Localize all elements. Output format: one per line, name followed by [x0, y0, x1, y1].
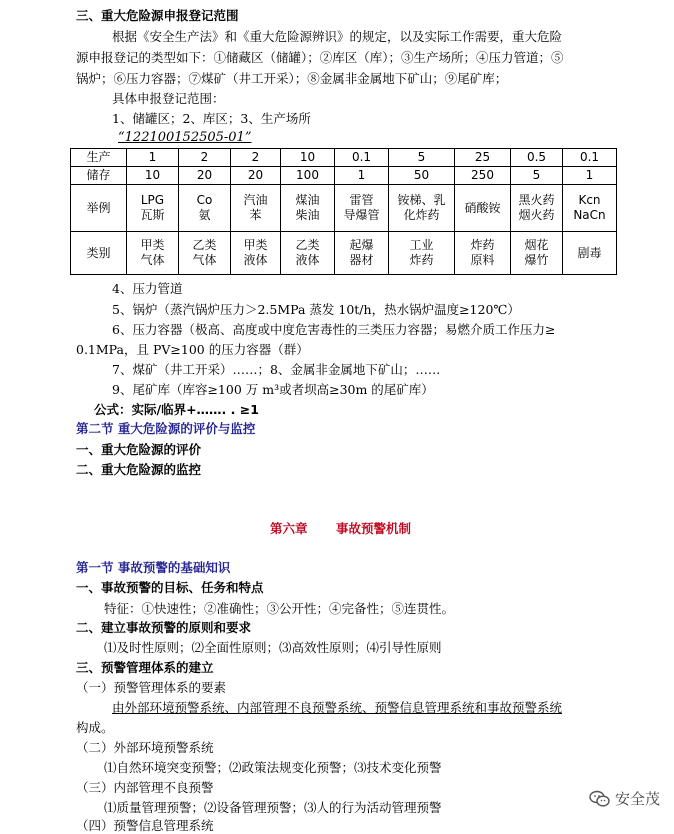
para1-line3: 锅炉；⑥压力容器；⑦煤矿（井工开采）；⑧金属非金属地下矿山；⑨尾矿库；	[76, 71, 508, 86]
heading-1-body: 特征：①快速性；②准确性；③公开性；④完备性；⑤连贯性。	[104, 601, 455, 616]
para1-line1: 根据《安全生产法》和《重大危险源辨识》的规定，以及实际工作需要，重大危险	[112, 29, 563, 44]
table-cell: 黑火药 烟火药	[511, 185, 563, 232]
item-7: 7、煤矿（井工开采）……；8、金属非金属地下矿山；……	[112, 362, 441, 377]
section1-title: 第一节 事故预警的基础知识	[76, 560, 231, 575]
subheading-1-body-line2: 构成。	[76, 720, 114, 735]
formula: 公式：实际/临界+……. . ≥1	[94, 402, 259, 417]
registration-table	[70, 148, 617, 275]
chapter-number: 第六章	[270, 521, 308, 536]
section2-title: 第二节 重大危险源的评价与监控	[76, 421, 256, 436]
table-cell: 0.1	[563, 149, 617, 167]
table-row-examples	[71, 185, 617, 232]
subheading-3-body: ⑴质量管理预警；⑵设备管理预警；⑶人的行为活动管理预警	[104, 800, 442, 815]
table-cell: 50	[389, 167, 455, 185]
table-cell: 2	[231, 149, 281, 167]
heading-1: 一、事故预警的目标、任务和特点	[76, 580, 264, 595]
table-cell: 20	[179, 167, 231, 185]
table-cell: 1	[335, 167, 389, 185]
table-cell: 剧毒	[563, 232, 617, 275]
table-cell: 举例	[71, 185, 127, 232]
table-cell: 起爆 器材	[335, 232, 389, 275]
table-cell: 20	[231, 167, 281, 185]
table-cell: 25	[455, 149, 511, 167]
table-cell: 煤油 柴油	[281, 185, 335, 232]
item-6-line2: 0.1MPa，且 PV≥100 的压力容器（群）	[76, 342, 309, 357]
chapter-title: 事故预警机制	[336, 521, 412, 536]
subheading-2-body: ⑴自然环境突变预警；⑵政策法规变化预警；⑶技术变化预警	[104, 760, 442, 775]
table-cell: 10	[127, 167, 179, 185]
table-cell: 炸药 原料	[455, 232, 511, 275]
subheading-4: （四）预警信息管理系统	[76, 818, 214, 833]
subheading-2: （二）外部环境预警系统	[76, 740, 214, 755]
table-cell: 0.1	[335, 149, 389, 167]
table-cell: 甲类 气体	[127, 232, 179, 275]
scope-label: 具体申报登记范围：	[112, 91, 225, 106]
section2-item2: 二、重大危险源的监控	[76, 462, 202, 477]
table-row-storage	[71, 167, 617, 185]
subheading-3: （三）内部管理不良预警	[76, 780, 214, 795]
wechat-icon	[589, 790, 611, 808]
subheading-1-body-line1: 由外部环境预警系统、内部管理不良预警系统、预警信息管理系统和事故预警系统	[112, 700, 563, 715]
watermark-text: 安全茂	[614, 790, 660, 808]
table-cell: 铵梯、乳 化炸药	[389, 185, 455, 232]
scope-items: 1、储罐区；2、库区；3、生产场所	[112, 111, 311, 126]
table-cell: 5	[389, 149, 455, 167]
heading-2: 二、建立事故预警的原则和要求	[76, 620, 252, 635]
item-6-line1: 6、压力容器（极高、高度或中度危害毒性的三类压力容器；易燃介质工作压力≥	[112, 322, 556, 337]
table-cell: 250	[455, 167, 511, 185]
table-cell: Kcn NaCn	[563, 185, 617, 232]
section3-title: 三、重大危险源申报登记范围	[76, 8, 239, 23]
item-4: 4、压力管道	[112, 281, 183, 296]
section2-item1: 一、重大危险源的评价	[76, 442, 202, 457]
para1-line2: 源申报登记的类型如下：①储藏区（储罐）；②库区（库）；③生产场所；④压力管道；⑤	[76, 50, 564, 65]
table-row-production	[71, 149, 617, 167]
table-cell: 储存	[71, 167, 127, 185]
table-cell: 0.5	[511, 149, 563, 167]
table-cell: 100	[281, 167, 335, 185]
table-cell: 烟花 爆竹	[511, 232, 563, 275]
table-cell: 工业 炸药	[389, 232, 455, 275]
table-cell: 2	[179, 149, 231, 167]
item-9: 9、尾矿库（库容≥100 万 m³或者坝高≥30m 的尾矿库）	[112, 382, 434, 397]
table-cell: 乙类 气体	[179, 232, 231, 275]
table-cell: 硝酸铵	[455, 185, 511, 232]
heading-3: 三、预警管理体系的建立	[76, 660, 214, 675]
table-cell: 1	[563, 167, 617, 185]
table-cell: 雷管 导爆管	[335, 185, 389, 232]
table-cell: LPG 瓦斯	[127, 185, 179, 232]
table-cell: 类别	[71, 232, 127, 275]
item-5: 5、锅炉（蒸汽锅炉压力＞2.5MPa 蒸发 10t/h，热水锅炉温度≥120℃）	[112, 302, 520, 317]
table-cell: 1	[127, 149, 179, 167]
table-cell: 生产	[71, 149, 127, 167]
subheading-1: （一）预警管理体系的要素	[76, 680, 227, 695]
table-cell: 甲类 液体	[231, 232, 281, 275]
code-note: “122100152505-01”	[118, 130, 252, 145]
heading-2-body: ⑴及时性原则；⑵全面性原则；⑶高效性原则；⑷引导性原则	[104, 640, 442, 655]
table-row-category	[71, 232, 617, 275]
table-cell: Co 氨	[179, 185, 231, 232]
table-cell: 汽油 苯	[231, 185, 281, 232]
table-cell: 乙类 液体	[281, 232, 335, 275]
table-cell: 5	[511, 167, 563, 185]
watermark	[589, 788, 660, 809]
table-cell: 10	[281, 149, 335, 167]
